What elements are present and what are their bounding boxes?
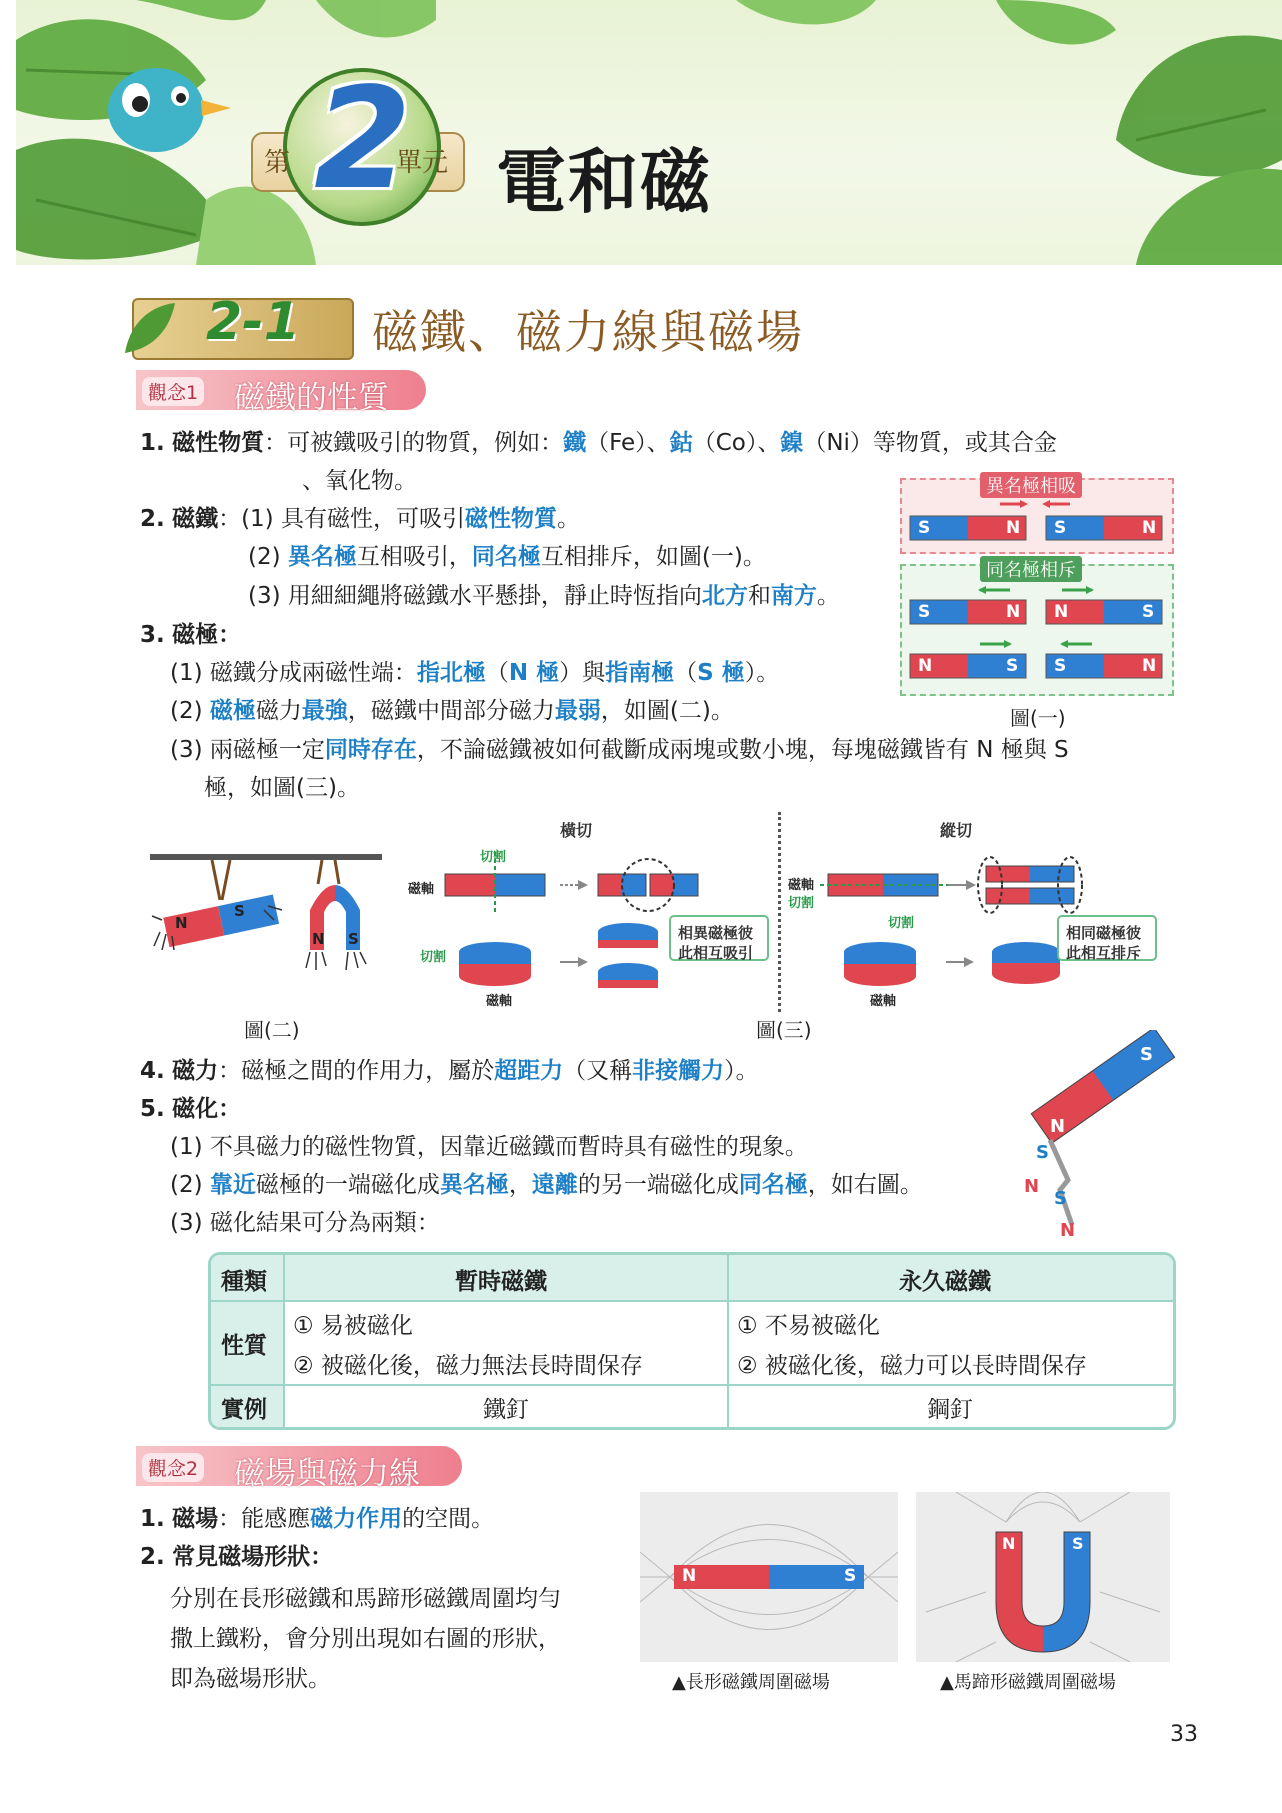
horseshoe-magnet-field-image: [916, 1492, 1170, 1662]
figure-3-caption: 圖(三): [756, 1018, 812, 1042]
bird-mascot-icon: [108, 68, 231, 152]
pole-label: N: [1142, 518, 1157, 538]
item-3: 3. 磁極：: [140, 622, 242, 648]
table-row-label-properties: 性質: [221, 1333, 267, 1359]
bar-magnet-caption: ▲長形磁鐵周圍磁場: [672, 1672, 830, 1693]
same-poles-note: 此相互排斥: [1066, 944, 1142, 962]
field-desc: 分別在長形磁鐵和馬蹄形磁鐵周圍均勻: [170, 1586, 561, 1612]
opposite-poles-note: 此相互吸引: [678, 944, 754, 962]
concept-2-tag: 觀念2: [142, 1453, 204, 1482]
pole-label: N: [1024, 1176, 1040, 1197]
pole-label: S: [1036, 1142, 1049, 1163]
table-header-row: [211, 1255, 1173, 1300]
pole-label: N: [682, 1566, 697, 1586]
pole-label: N: [1142, 656, 1157, 676]
figure-1: [900, 478, 1172, 696]
table-divider: [211, 1384, 1173, 1386]
unit-suffix: 單元: [396, 148, 449, 178]
field-desc: 即為磁場形狀。: [170, 1666, 331, 1692]
pole-label: S: [234, 902, 245, 920]
pole-label: N: [918, 656, 933, 676]
pole-label: S: [844, 1566, 857, 1586]
magnet-and-nails-icon: [1010, 1030, 1180, 1240]
cut-label: 切割: [480, 850, 507, 865]
pole-label: N: [312, 930, 325, 948]
opposite-poles-note: 相異磁極彼: [678, 924, 754, 942]
item-3-s2: (2) 磁極磁力最強，磁鐵中間部分磁力最弱，如圖(二)。: [170, 698, 734, 724]
attract-label: 異名極相吸: [980, 472, 1082, 498]
leaf-icon: [120, 298, 180, 358]
repel-label: 同名極相斥: [980, 556, 1082, 582]
figure-2-caption: 圖(二): [244, 1018, 300, 1042]
pole-label: N: [1006, 602, 1021, 622]
concept-1-tag: 觀念1: [142, 377, 204, 406]
pole-label: N: [175, 914, 188, 932]
item-2-p2: (2) 異名極互相吸引，同名極互相排斥，如圖(一)。: [248, 544, 766, 570]
concept-1-title: 磁鐵的性質: [234, 380, 389, 416]
pole-label: S: [1054, 518, 1067, 538]
pole-label: S: [1054, 656, 1067, 676]
magnet-types-table: [208, 1252, 1176, 1430]
field-desc: 撒上鐵粉，會分別出現如右圖的形狀，: [170, 1626, 561, 1652]
unit-prefix: 第: [264, 148, 291, 178]
pole-label: N: [1050, 1116, 1066, 1137]
item-4: 4. 磁力：磁極之間的作用力，屬於超距力（又稱非接觸力）。: [140, 1058, 759, 1084]
field-lines-pattern: [640, 1492, 898, 1662]
magnet-pairs-diagram: [900, 478, 1172, 696]
table-header-temporary: 暫時磁鐵: [455, 1269, 547, 1295]
pole-label: S: [918, 602, 931, 622]
table-row-label-example: 實例: [221, 1397, 267, 1423]
table-cell: ① 不易被磁化: [737, 1313, 880, 1339]
unit-title: 電和磁: [496, 141, 712, 223]
item-5-s2: (2) 靠近磁極的一端磁化成異名極，遠離的另一端磁化成同名極，如右圖。: [170, 1172, 923, 1198]
item-3-s1: (1) 磁鐵分成兩磁性端：指北極（N 極）與指南極（S 極）。: [170, 660, 780, 686]
magnetization-illustration: [1010, 1030, 1180, 1240]
concept-1-heading: [136, 370, 426, 416]
pole-label: N: [1006, 518, 1021, 538]
figure-1-caption: 圖(一): [1010, 706, 1066, 730]
horseshoe-field-pattern: [916, 1492, 1170, 1662]
cut-label: 切割: [788, 896, 815, 911]
table-header-type: 種類: [221, 1269, 267, 1295]
field-item-1: 1. 磁場：能感應磁力作用的空間。: [140, 1506, 495, 1532]
axis-label: 磁軸: [788, 878, 815, 893]
item-5-s1: (1) 不具磁力的磁性物質，因靠近磁鐵而暫時具有磁性的現象。: [170, 1134, 808, 1160]
field-item-2: 2. 常見磁場形狀：: [140, 1544, 334, 1570]
figure-2: [150, 840, 390, 1000]
section-title: 磁鐵、磁力線與磁場: [372, 305, 804, 359]
item-3-s3-cont: 極，如圖(三)。: [204, 775, 360, 801]
section-number: 2-1: [206, 292, 300, 352]
cut-label: 切割: [888, 916, 915, 931]
table-cell: ② 被磁化後，磁力可以長時間保存: [737, 1353, 1087, 1379]
item-3-s3: (3) 兩磁極一定同時存在，不論磁鐵被如何截斷成兩塊或數小塊，每塊磁鐵皆有 N 極與 S: [170, 737, 1069, 763]
pole-label: S: [1072, 1534, 1084, 1553]
table-cell: 鐵釘: [483, 1397, 529, 1423]
horizontal-cut-label: 橫切: [560, 821, 593, 840]
pole-label: S: [1006, 656, 1019, 676]
unit-banner: [16, 0, 1282, 265]
axis-label: 磁軸: [870, 994, 897, 1009]
concept-2-title: 磁場與磁力線: [234, 1456, 420, 1492]
page-number: 33: [1170, 1722, 1198, 1747]
table-cell: ① 易被磁化: [293, 1313, 413, 1339]
item-2: 2. 磁鐵：(1) 具有磁性，可吸引磁性物質。: [140, 506, 580, 532]
pole-label: N: [1054, 602, 1069, 622]
table-divider: [283, 1255, 285, 1427]
figure-3: [400, 812, 1180, 1012]
pole-label: S: [1054, 1188, 1067, 1209]
axis-label: 磁軸: [486, 994, 513, 1009]
pole-label: S: [1142, 602, 1155, 622]
bar-magnet-field-image: [640, 1492, 898, 1662]
same-poles-note: 相同磁極彼: [1066, 924, 1142, 942]
concept-2-heading: [136, 1446, 462, 1492]
axis-label: 磁軸: [408, 882, 435, 897]
table-cell: ② 被磁化後，磁力無法長時間保存: [293, 1353, 643, 1379]
table-divider: [727, 1255, 729, 1427]
pole-label: S: [1140, 1044, 1153, 1065]
pole-label: N: [1060, 1220, 1076, 1241]
table-header-permanent: 永久磁鐵: [899, 1269, 991, 1295]
item-5-s3: (3) 磁化結果可分為兩類：: [170, 1210, 440, 1236]
unit-number: 2: [314, 58, 412, 221]
cutting-magnets-diagram: [400, 812, 1180, 1012]
divider: [778, 812, 781, 1012]
horseshoe-magnet-caption: ▲馬蹄形磁鐵周圍磁場: [940, 1672, 1116, 1693]
item-2-p3: (3) 用細細繩將磁鐵水平懸掛，靜止時恆指向北方和南方。: [248, 583, 840, 609]
table-divider: [211, 1300, 1173, 1302]
pole-label: S: [348, 930, 359, 948]
table-cell: 鋼釘: [927, 1397, 973, 1423]
vertical-cut-label: 縱切: [940, 821, 973, 840]
cut-label: 切割: [420, 950, 447, 965]
item-1: 1. 磁性物質：可被鐵吸引的物質，例如：鐵（Fe）、鈷（Co）、鎳（Ni）等物質，或其合金: [140, 430, 1057, 456]
item-5: 5. 磁化：: [140, 1096, 242, 1122]
item-1-cont: 、氧化物。: [302, 468, 417, 494]
pole-label: N: [1002, 1534, 1016, 1553]
pole-label: S: [918, 518, 931, 538]
